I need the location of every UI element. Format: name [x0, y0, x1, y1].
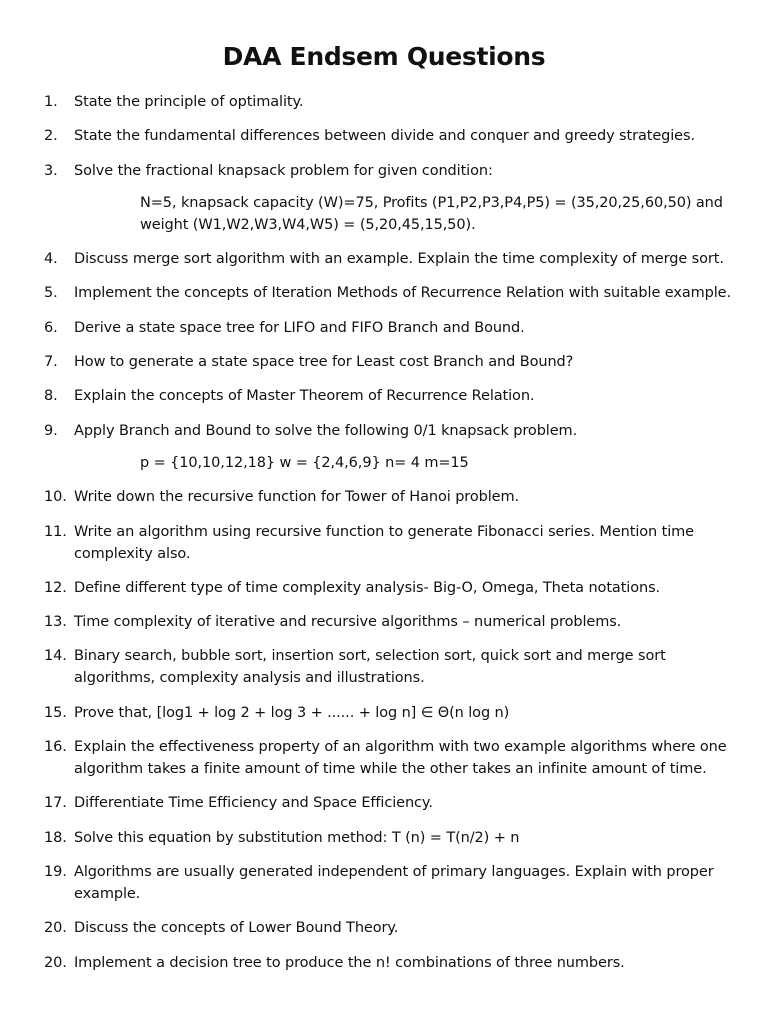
item-text: Binary search, bubble sort, insertion sort, selection sort, quick sort and merge sort algorithms, complexity analysis and illustrations.	[74, 648, 666, 687]
list-item	[44, 125, 734, 147]
item-number: 2.	[44, 128, 58, 145]
item-number: 8.	[44, 388, 58, 405]
item-number: 11.	[44, 523, 67, 540]
item-text: Write an algorithm using recursive function to generate Fibonacci series. Mention time complexity also.	[74, 523, 694, 562]
item-number: 20.	[44, 954, 67, 971]
list-item	[44, 282, 734, 304]
item-text: Differentiate Time Efficiency and Space Efficiency.	[74, 795, 433, 812]
item-text: How to generate a state space tree for Least cost Branch and Bound?	[74, 354, 574, 371]
item-text: Explain the effectiveness property of an algorithm with two example algorithms where one algorithm takes a finite amount of time while the other takes an infinite amount of time.	[74, 739, 727, 778]
item-text: Discuss the concepts of Lower Bound Theory.	[74, 920, 399, 937]
page-title: DAA Endsem Questions	[222, 42, 546, 71]
item-number: 7.	[44, 354, 58, 371]
item-text: State the principle of optimality.	[74, 94, 304, 110]
list-item	[44, 160, 734, 182]
list-item	[44, 861, 734, 905]
item-text: Prove that, [log1 + log 2 + log 3 + ...... + log n] ∈ Θ(n log n)	[74, 704, 510, 721]
list-item	[44, 577, 734, 599]
item-number: 16.	[44, 739, 67, 756]
item-text: Time complexity of iterative and recursive algorithms – numerical problems.	[74, 614, 622, 631]
item-text: Write down the recursive function for Tower of Hanoi problem.	[74, 489, 519, 506]
list-item	[44, 420, 734, 442]
list-item	[44, 645, 734, 689]
question-list	[44, 91, 734, 986]
list-item	[44, 917, 734, 939]
item-number: 18.	[44, 829, 67, 846]
item-number: 15.	[44, 704, 67, 721]
list-item	[44, 351, 734, 373]
item-text: Apply Branch and Bound to solve the following 0/1 knapsack problem.	[74, 422, 578, 439]
list-item	[44, 385, 734, 407]
item-number: 6.	[44, 319, 58, 336]
knapsack-parameters: p = {10,10,12,18} w = {2,4,6,9} n= 4 m=15	[140, 454, 469, 471]
list-item	[44, 611, 734, 633]
item-text: Algorithms are usually generated independent of primary languages. Explain with proper example.	[74, 863, 714, 902]
item-text: Solve this equation by substitution method: T (n) = T(n/2) + n	[74, 829, 520, 846]
item-text: Implement a decision tree to produce the n! combinations of three numbers.	[74, 954, 625, 971]
item-number: 19.	[44, 863, 67, 880]
item-number: 10.	[44, 489, 67, 506]
item-number: 17.	[44, 795, 67, 812]
list-item	[44, 248, 734, 270]
item-number: 5.	[44, 285, 58, 302]
item-number: 3.	[44, 162, 58, 179]
item-text: State the fundamental differences between divide and conquer and greedy strategies.	[74, 128, 695, 145]
item-text: Implement the concepts of Iteration Methods of Recurrence Relation with suitable example.	[74, 285, 732, 302]
list-item	[44, 521, 734, 565]
list-item	[44, 317, 734, 339]
item-number: 13.	[44, 614, 67, 631]
item-number: 20.	[44, 920, 67, 937]
list-item	[44, 736, 734, 780]
item-text: Explain the concepts of Master Theorem of Recurrence Relation.	[74, 388, 535, 405]
item-text: Derive a state space tree for LIFO and FIFO Branch and Bound.	[74, 319, 525, 336]
item-number: 4.	[44, 251, 58, 268]
item-text: Solve the fractional knapsack problem for given condition:	[74, 162, 493, 179]
item-text: Discuss merge sort algorithm with an example. Explain the time complexity of merge sort.	[74, 251, 724, 268]
list-item	[44, 486, 734, 508]
list-item	[44, 702, 734, 724]
list-item	[44, 827, 734, 849]
item-number: 1.	[44, 94, 58, 110]
item-text: Define different type of time complexity analysis- Big-O, Omega, Theta notations.	[74, 579, 661, 596]
list-item	[44, 792, 734, 814]
item-number: 14.	[44, 648, 67, 665]
item-number: 12.	[44, 579, 67, 596]
item-number: 9.	[44, 422, 58, 439]
list-item	[44, 952, 734, 974]
knapsack-condition: N=5, knapsack capacity (W)=75, Profits (P1,P2,P3,P4,P5) = (35,20,25,60,50) and weight (W1,W2,W3,W4,W5) = (5,20,45,15,50).	[140, 194, 723, 233]
list-item	[44, 91, 734, 113]
